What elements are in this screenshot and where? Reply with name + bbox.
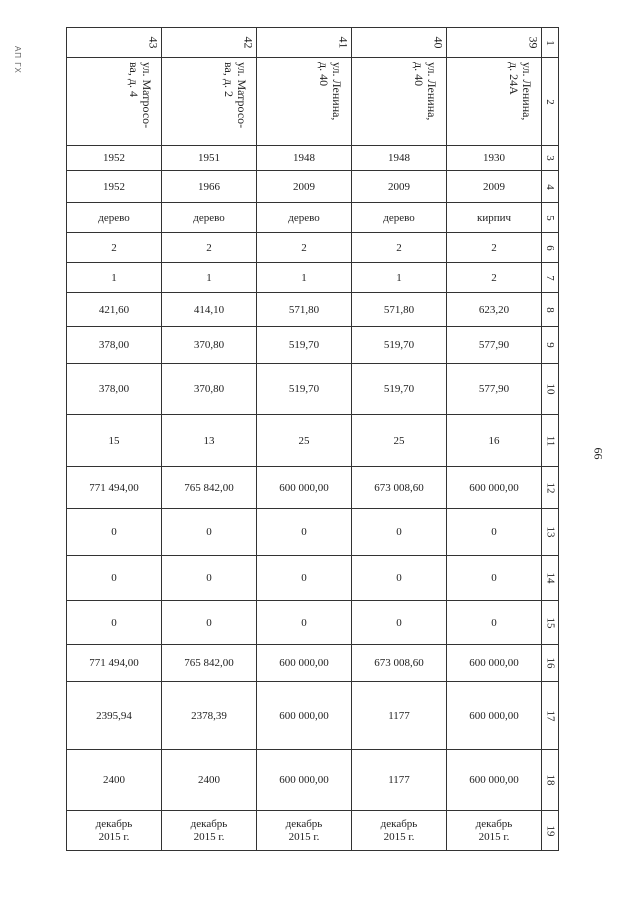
- table-cell: 2400: [67, 750, 162, 811]
- date-year: 2015 г.: [193, 830, 225, 843]
- date-year: 2015 г.: [478, 830, 510, 843]
- table-cell: 25: [257, 415, 352, 467]
- row-number-cell: 8: [542, 293, 559, 327]
- column-number-cell: 43: [67, 28, 162, 58]
- archive-stamp: АП ГХ: [13, 46, 22, 74]
- table-row: [67, 415, 559, 467]
- column-number-cell: 40: [352, 28, 447, 58]
- address-cell: ул. Ленина, д. 24А: [447, 58, 542, 146]
- table-cell: 600 000,00: [257, 645, 352, 682]
- table-cell: 600 000,00: [447, 682, 542, 750]
- row-number-cell: 1: [542, 28, 559, 58]
- table-cell: 2009: [257, 171, 352, 203]
- table-cell: дерево: [67, 203, 162, 233]
- table-cell: 1951: [162, 146, 257, 171]
- row-number-cell: 3: [542, 146, 559, 171]
- table-cell: 519,70: [352, 364, 447, 415]
- table-cell: 0: [67, 509, 162, 556]
- table-row: [67, 293, 559, 327]
- date-month: декабрь: [190, 817, 228, 830]
- row-number-cell: 11: [542, 415, 559, 467]
- row-number-cell: 12: [542, 467, 559, 509]
- table-cell: 771 494,00: [67, 467, 162, 509]
- table-cell: [352, 811, 447, 851]
- table-cell: 2400: [162, 750, 257, 811]
- table-cell: 0: [352, 556, 447, 601]
- table-row: [67, 811, 559, 851]
- date-month: декабрь: [380, 817, 418, 830]
- table-cell: 1: [352, 263, 447, 293]
- table-cell: 16: [447, 415, 542, 467]
- table-cell: 370,80: [162, 364, 257, 415]
- table-cell: 25: [352, 415, 447, 467]
- table-cell: дерево: [257, 203, 352, 233]
- table-cell: 0: [447, 509, 542, 556]
- row-number-cell: 17: [542, 682, 559, 750]
- table-cell: 1: [67, 263, 162, 293]
- housing-table: [66, 27, 559, 851]
- table-cell: 0: [447, 556, 542, 601]
- table-cell: 673 008,60: [352, 645, 447, 682]
- table-cell: 600 000,00: [447, 750, 542, 811]
- date-month: декабрь: [475, 817, 513, 830]
- table-row: [67, 467, 559, 509]
- page-number: 66: [591, 447, 606, 460]
- table-cell: 0: [257, 556, 352, 601]
- address-cell: ул. Ленина, д. 40: [257, 58, 352, 146]
- table-cell: 0: [257, 509, 352, 556]
- table-cell: 600 000,00: [257, 467, 352, 509]
- table-cell: 2: [447, 233, 542, 263]
- table-cell: 1: [162, 263, 257, 293]
- table-cell: 519,70: [257, 327, 352, 364]
- row-number-cell: 10: [542, 364, 559, 415]
- row-number-cell: 15: [542, 601, 559, 645]
- row-number-cell: 7: [542, 263, 559, 293]
- row-number-cell: 9: [542, 327, 559, 364]
- table-row: [67, 509, 559, 556]
- table-cell: дерево: [352, 203, 447, 233]
- table-cell: 378,00: [67, 364, 162, 415]
- table-row: [67, 601, 559, 645]
- table-row: [67, 645, 559, 682]
- table-row: [67, 364, 559, 415]
- table-cell: 577,90: [447, 327, 542, 364]
- row-number-cell: 13: [542, 509, 559, 556]
- table-row: [67, 556, 559, 601]
- table-cell: 0: [67, 556, 162, 601]
- column-number-cell: 39: [447, 28, 542, 58]
- table-cell: 600 000,00: [447, 645, 542, 682]
- table-cell: 2: [67, 233, 162, 263]
- table-cell: 2395,94: [67, 682, 162, 750]
- table-row: [67, 233, 559, 263]
- table-cell: кирпич: [447, 203, 542, 233]
- table-cell: 2: [447, 263, 542, 293]
- date-year: 2015 г.: [288, 830, 320, 843]
- table-cell: 414,10: [162, 293, 257, 327]
- table-row: [67, 327, 559, 364]
- row-number-cell: 2: [542, 58, 559, 146]
- table-cell: 519,70: [352, 327, 447, 364]
- table-cell: 2378,39: [162, 682, 257, 750]
- table-row: [67, 263, 559, 293]
- row-number-cell: 5: [542, 203, 559, 233]
- column-number-cell: 42: [162, 28, 257, 58]
- row-number-cell: 18: [542, 750, 559, 811]
- row-number-cell: 6: [542, 233, 559, 263]
- column-number-cell: 41: [257, 28, 352, 58]
- date-year: 2015 г.: [383, 830, 415, 843]
- table-cell: 0: [352, 601, 447, 645]
- table-row: [67, 682, 559, 750]
- table-cell: 0: [162, 509, 257, 556]
- table-cell: дерево: [162, 203, 257, 233]
- table-cell: 1966: [162, 171, 257, 203]
- table-cell: 1930: [447, 146, 542, 171]
- table-cell: 1177: [352, 682, 447, 750]
- table-cell: 571,80: [352, 293, 447, 327]
- row-number-cell: 19: [542, 811, 559, 851]
- table-cell: 1177: [352, 750, 447, 811]
- table-cell: 378,00: [67, 327, 162, 364]
- table-cell: 673 008,60: [352, 467, 447, 509]
- table-cell: 2009: [352, 171, 447, 203]
- table-cell: 600 000,00: [447, 467, 542, 509]
- table-cell: 0: [352, 509, 447, 556]
- table-cell: [257, 811, 352, 851]
- table-cell: 2: [162, 233, 257, 263]
- row-number-cell: 14: [542, 556, 559, 601]
- table-cell: 13: [162, 415, 257, 467]
- table-cell: 765 842,00: [162, 645, 257, 682]
- table-cell: 370,80: [162, 327, 257, 364]
- row-number-cell: 4: [542, 171, 559, 203]
- table-cell: 1948: [352, 146, 447, 171]
- address-cell: ул. Ленина, д. 40: [352, 58, 447, 146]
- table-cell: 571,80: [257, 293, 352, 327]
- table-cell: 1948: [257, 146, 352, 171]
- table-cell: 600 000,00: [257, 682, 352, 750]
- table-cell: 0: [162, 556, 257, 601]
- table-cell: 765 842,00: [162, 467, 257, 509]
- table-cell: 1952: [67, 146, 162, 171]
- table-cell: 0: [67, 601, 162, 645]
- table-cell: 623,20: [447, 293, 542, 327]
- row-number-cell: 16: [542, 645, 559, 682]
- table-cell: 2009: [447, 171, 542, 203]
- table-row: [67, 58, 559, 146]
- table-row: [67, 28, 559, 58]
- date-year: 2015 г.: [98, 830, 130, 843]
- table-cell: 600 000,00: [257, 750, 352, 811]
- table-cell: 519,70: [257, 364, 352, 415]
- address-cell: ул. Матросо- ва, д. 4: [67, 58, 162, 146]
- table-cell: 1952: [67, 171, 162, 203]
- date-month: декабрь: [285, 817, 323, 830]
- table-cell: 577,90: [447, 364, 542, 415]
- table-cell: 421,60: [67, 293, 162, 327]
- table-cell: 0: [257, 601, 352, 645]
- address-cell: ул. Матросо- ва, д. 2: [162, 58, 257, 146]
- date-month: декабрь: [95, 817, 133, 830]
- table-cell: 1: [257, 263, 352, 293]
- table-cell: [447, 811, 542, 851]
- table-row: [67, 171, 559, 203]
- table-cell: 15: [67, 415, 162, 467]
- table-cell: 0: [162, 601, 257, 645]
- table-cell: 771 494,00: [67, 645, 162, 682]
- table-cell: 2: [352, 233, 447, 263]
- table-cell: [67, 811, 162, 851]
- table-row: [67, 750, 559, 811]
- table-row: [67, 203, 559, 233]
- table-cell: 2: [257, 233, 352, 263]
- table-row: [67, 146, 559, 171]
- table-cell: 0: [447, 601, 542, 645]
- table-cell: [162, 811, 257, 851]
